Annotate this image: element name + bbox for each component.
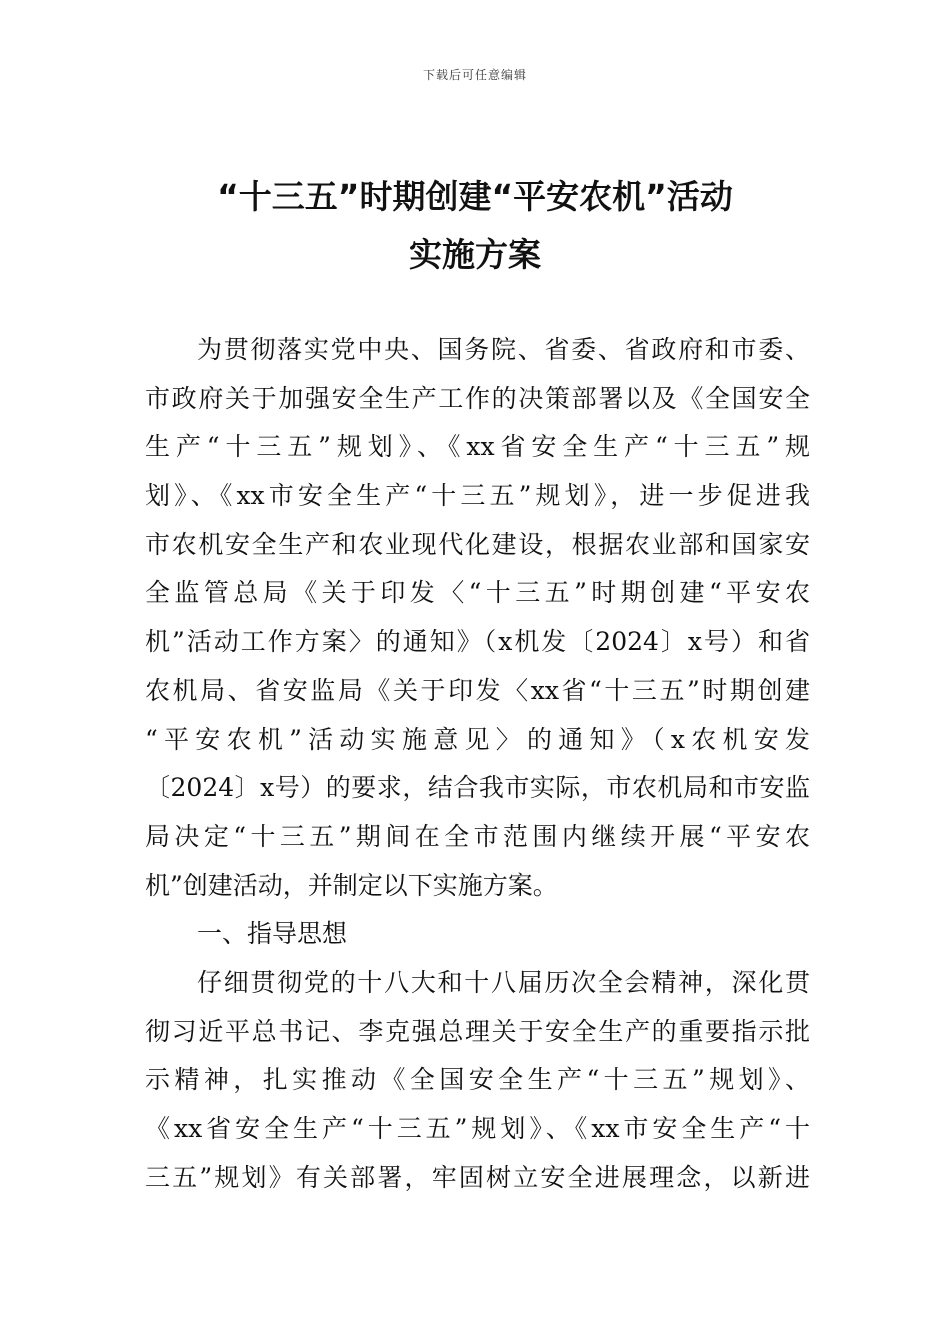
document-body (145, 326, 810, 1202)
paragraph-line: “平安农机”活动实施意见〉的通知》（x农机安发 (145, 724, 810, 754)
paragraph-line: 《xx省安全生产“十三五”规划》、《xx市安全生产“十 (145, 1114, 810, 1143)
paragraph-guiding-ideology (145, 959, 810, 1202)
paragraph-line: 〔2024〕x号）的要求，结合我市实际，市农机局和市安监 (145, 773, 810, 803)
title-line-2: 实施方案 (409, 235, 541, 274)
paragraph-line: 示精神，扎实推动《全国安全生产“十三五”规划》、 (145, 1065, 810, 1095)
paragraph-line: 机”活动工作方案〉的通知》（x机发〔2024〕x号）和省 (145, 627, 810, 657)
paragraph-intro (145, 326, 810, 910)
section-heading-text: 一、指导思想 (197, 919, 348, 949)
paragraph-line: 仔细贯彻党的十八大和十八届历次全会精神，深化贯 (197, 967, 810, 997)
paragraph-line: 为贯彻落实党中央、国务院、省委、省政府和市委、 (197, 335, 810, 364)
paragraph-line: 划》、《xx市安全生产“十三五”规划》，进一步促进我 (145, 481, 810, 511)
page-header-note: 下载后可任意编辑 (422, 68, 527, 82)
section-heading-guiding-ideology (145, 910, 810, 959)
paragraph-line: 生产“十三五”规划》、《xx省安全生产“十三五”规 (145, 432, 810, 462)
document-title (0, 168, 950, 284)
title-line-1: “十三五”时期创建“平安农机”活动 (217, 177, 733, 216)
paragraph-line: 彻习近平总书记、李克强总理关于安全生产的重要指示批 (145, 1016, 810, 1046)
paragraph-line: 局决定“十三五”期间在全市范围内继续开展“平安农 (145, 821, 810, 851)
paragraph-line: 全监管总局《关于印发〈“十三五”时期创建“平安农 (145, 578, 810, 608)
paragraph-line: 机”创建活动，并制定以下实施方案。 (145, 870, 558, 900)
paragraph-line: 市政府关于加强安全生产工作的决策部署以及《全国安全 (145, 383, 810, 413)
paragraph-line: 三五”规划》有关部署，牢固树立安全进展理念，以新进 (145, 1162, 810, 1192)
paragraph-line: 农机局、省安监局《关于印发〈xx省“十三五”时期创建 (145, 675, 810, 705)
paragraph-line: 市农机安全生产和农业现代化建设，根据农业部和国家安 (145, 529, 810, 559)
